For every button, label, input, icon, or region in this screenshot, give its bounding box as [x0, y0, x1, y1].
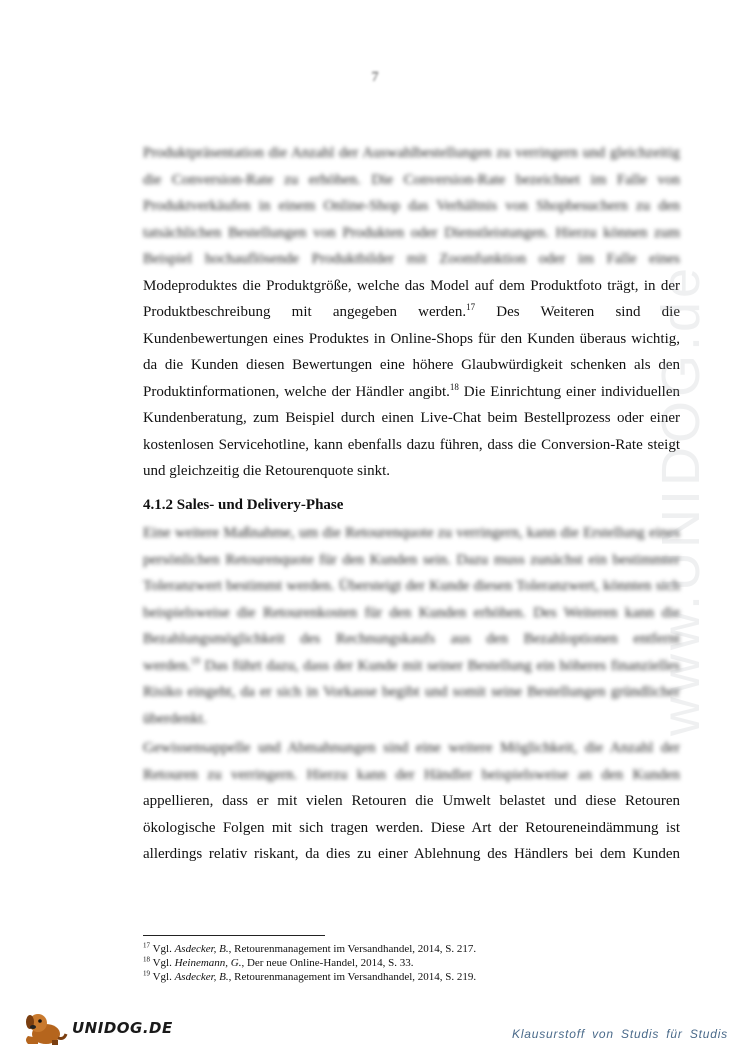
footnote-prefix: Vgl.: [152, 957, 175, 969]
footnote-divider: [143, 935, 325, 936]
blurred-line: Risiko eingeht, da er sich in Vorkasse begibt und somit seine Bestellungen gründlicher: [143, 684, 680, 700]
footnote-number: 19: [143, 969, 150, 978]
text-segment: Produktinformationen, welche der Händler angibt.: [143, 383, 450, 400]
blurred-line: Gewissensappelle und Abmahnungen sind eine weitere Möglichkeit, die Anzahl der: [143, 740, 680, 756]
footnote: [143, 942, 683, 956]
footnote-prefix: Vgl.: [152, 971, 175, 983]
footnote-author: Asdecker, B.: [174, 943, 229, 955]
footnote: [143, 956, 683, 970]
blurred-line: Retouren zu verringern. Hierzu kann der Händler beispielsweise an den Kunden: [143, 766, 680, 783]
dog-mascot-icon: [22, 1010, 70, 1046]
text-segment: überdenkt.: [143, 710, 207, 727]
text-line-with-footnote: [143, 379, 680, 406]
blurred-line: Beispiel hochauflösende Produktbilder mit Zoomfunktion oder im Falle eines: [143, 251, 680, 267]
blurred-line: tatsächlichen Bestellungen von Produkten oder Dienstleistungen. Hierzu können zum: [143, 224, 680, 241]
footnotes: [143, 942, 683, 984]
text-line: Modeproduktes die Produktgröße, welche das Model auf dem Produktfoto trägt, in der: [143, 277, 680, 294]
text-line: appellieren, dass er mit vielen Retouren die Umwelt belastet und diese Retouren: [143, 793, 680, 809]
paragraph-3: [143, 735, 680, 868]
section-heading: 4.1.2 Sales- und Delivery-Phase: [143, 497, 344, 513]
footnote-marker: 19: [190, 655, 200, 666]
logo-text: UNIDOG.DE: [72, 1019, 173, 1037]
blurred-line: die Conversion-Rate zu erhöhen. Die Conversion-Rate bezeichnet im Falle von: [143, 171, 680, 188]
paragraph-1: [143, 140, 680, 485]
text-line: Kundenbewertungen eines Produktes in Online-Shops für den Kunden überaus wichtig,: [143, 330, 680, 347]
unidog-logo[interactable]: [22, 1010, 173, 1046]
footnote-source: , Der neue Online-Handel, 2014, S. 33.: [241, 957, 414, 969]
slogan: Klausurstoff von Studis für Studis: [512, 1027, 728, 1041]
footnote-marker: 18: [449, 381, 459, 392]
text-segment: [143, 655, 680, 674]
blurred-line: Eine weitere Maßnahme, um die Retourenquote zu verringern, kann die Erstellung eines: [143, 525, 680, 541]
footnote-author: Asdecker, B.: [174, 971, 229, 983]
text-line: da die Kunden diesen Bewertungen eine höhere Glaubwürdigkeit schenken als den: [143, 357, 680, 373]
blurred-line: Toleranzwert bestimmt werden. Übersteigt der Kunde diesen Toleranzwert, könnten sich: [143, 578, 680, 594]
blurred-line: persönlichen Retourenquote für den Kunden sein. Dazu muss zunächst ein bestimmter: [143, 551, 680, 568]
text-line: kostenlosen Servicehotline, kann ebenfalls dazu führen, dass die Conversion-Rate steigt: [143, 436, 680, 453]
text-line: allerdings relativ riskant, da dies zu einer Ablehnung des Händlers bei dem Kunden: [143, 846, 680, 862]
text-line: ökologische Folgen mit sich tragen werden. Diese Art der Retoureneindämmung ist: [143, 819, 680, 836]
text-segment: Das führt dazu, dass der Kunde mit seiner Bestellung ein höheres finanzielles: [199, 657, 680, 674]
blurred-line: [143, 706, 680, 733]
text-segment: Die Einrichtung einer individuellen: [458, 383, 680, 400]
footnote-source: , Retourenmanagement im Versandhandel, 2014, S. 219.: [228, 971, 477, 983]
text-line: Kundenberatung, zum Beispiel durch einen Live-Chat beim Bestellprozess oder einer: [143, 410, 680, 426]
footnote-number: 17: [143, 941, 150, 950]
footnote-marker: 17: [466, 302, 476, 312]
page-number: 7: [371, 70, 379, 85]
footnote-source: , Retourenmanagement im Versandhandel, 2014, S. 217.: [228, 943, 477, 955]
blurred-line: beispielsweise die Retourenkosten für den Kunden erhöhen. Des Weiteren kann die: [143, 604, 680, 621]
text-line: und gleichzeitig die Retourenquote sinkt.: [143, 463, 391, 479]
footnote-author: Heinemann, G.: [174, 957, 242, 969]
blurred-line: Produktverkäufen in einem Online-Shop das Verhältnis von Shopbesuchern zu den: [143, 198, 680, 214]
footnote-number: 18: [143, 955, 150, 964]
blurred-line: Bezahlungsmöglichkeit des Rechnungskaufs aus den Bezahloptionen entfernt: [143, 631, 680, 647]
footnote-prefix: Vgl.: [152, 943, 175, 955]
paragraph-2: [143, 520, 680, 732]
blurred-line: Produktpräsentation die Anzahl der Auswahlbestellungen zu verringern und gleichzeitig: [143, 145, 680, 161]
text-segment: werden.: [143, 657, 191, 674]
text-segment: Produktbeschreibung mit angegeben werden.: [143, 304, 467, 320]
footnote: [143, 970, 683, 984]
text-line-with-footnote: [143, 299, 680, 326]
text-segment: Des Weiteren sind die: [475, 304, 680, 320]
watermark: www.UNIDOG.de: [651, 263, 711, 737]
blurred-line-with-footnote: [143, 653, 680, 680]
